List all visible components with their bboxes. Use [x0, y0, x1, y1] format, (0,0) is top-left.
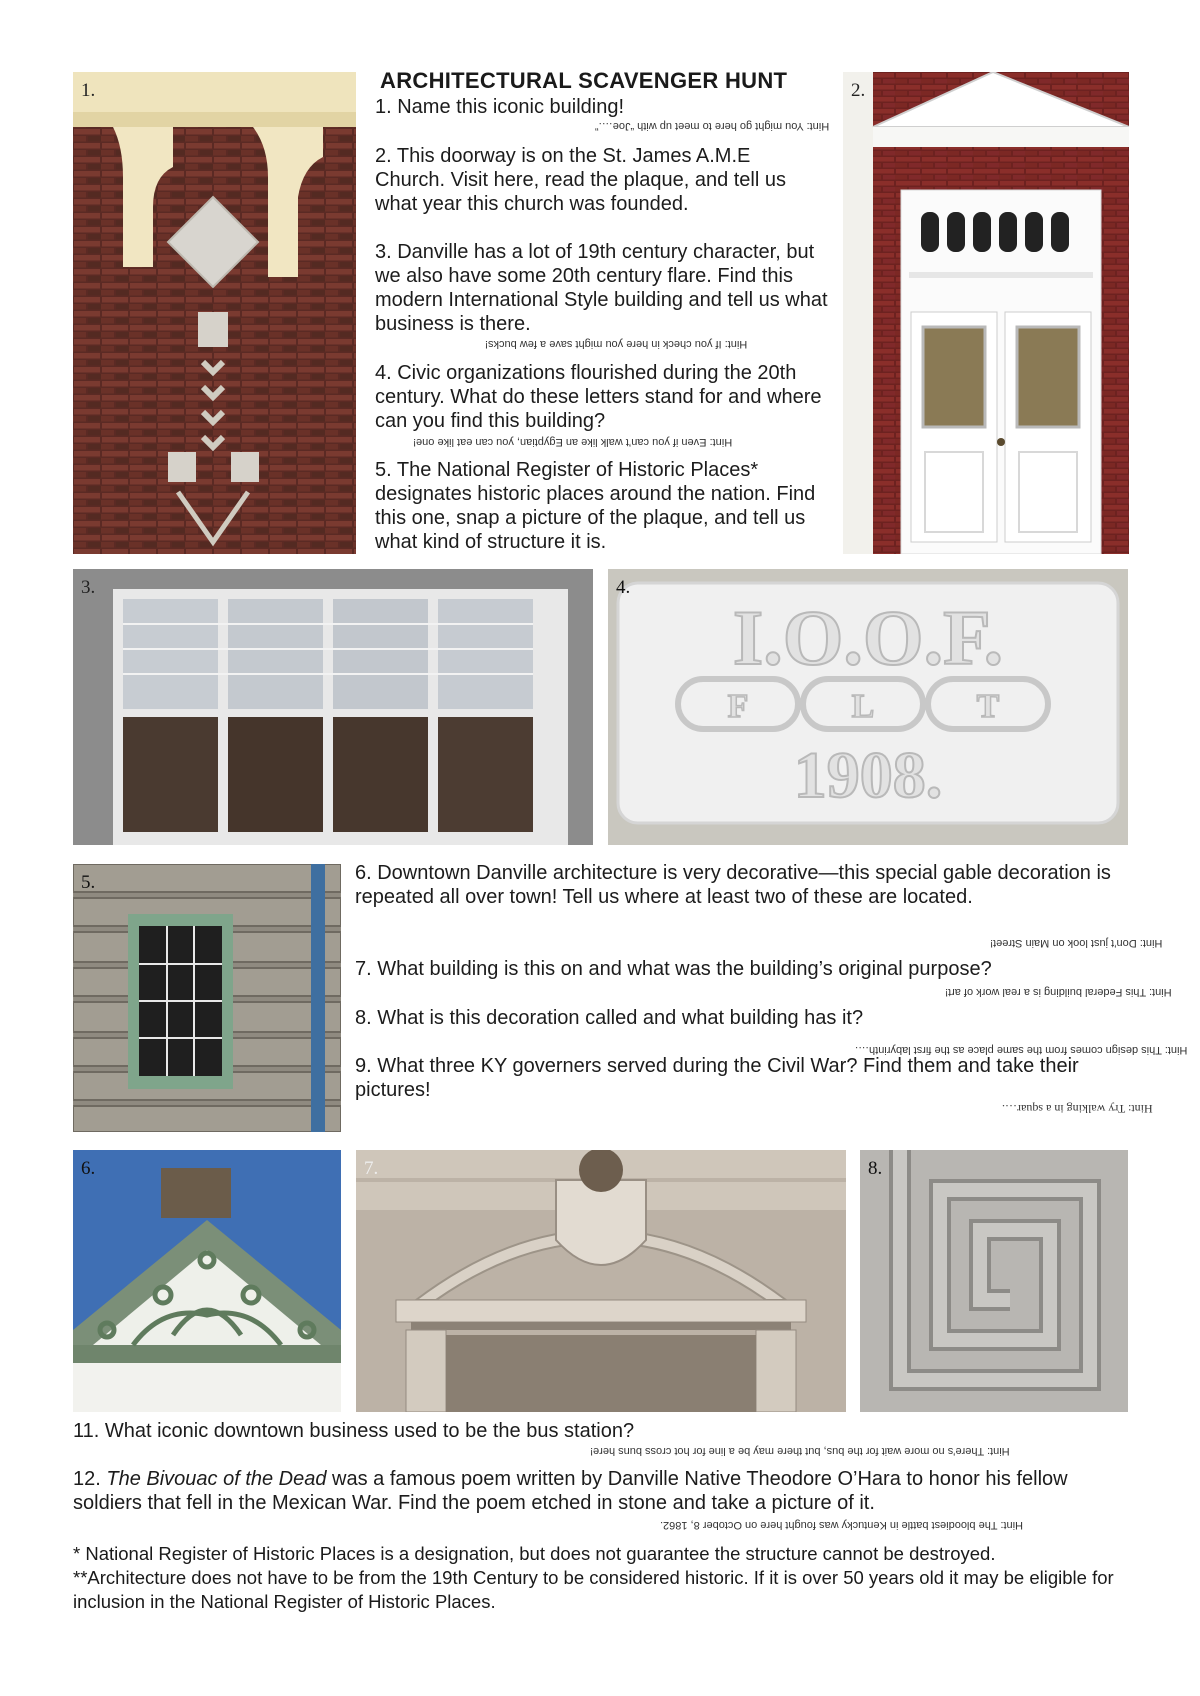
question-12-number: 12. [73, 1468, 107, 1490]
question-8: 8. What is this decoration called and what building has it? [355, 1007, 864, 1029]
question-9: 9. What three KY governers served during the Civil War? Find them and take their pictures! [355, 1055, 1079, 1101]
photo-1-brick-facade [73, 72, 356, 554]
page-title: ARCHITECTURAL SCAVENGER HUNT [380, 68, 788, 93]
hint-4: Hint: Even if you can’t walk like an Egyptian, you can eat like one! [413, 436, 733, 448]
photo-number: 5. [81, 872, 96, 893]
hint-9: Hint: Try walking in a squar…. [1002, 1102, 1153, 1116]
photo-number: 2. [851, 80, 866, 101]
question-5: 5. The National Register of Historic Places* designates historic places around the nation. Find this one, snap a picture of the plaque, and tell us what kind of structure it is. [375, 459, 816, 553]
hint-7: Hint: This Federal building is a real work of art! [945, 986, 1172, 998]
footnote-2: **Architecture does not have to be from the 19th Century to be considered historic. If it is over 50 years old it may be eligible for inclusion in the National Register of Historic Places. [73, 1567, 1114, 1612]
photo-number: 7. [364, 1158, 379, 1179]
question-11: 11. What iconic downtown business used to be the bus station? [73, 1420, 635, 1442]
question-2: 2. This doorway is on the St. James A.M.E Church. Visit here, read the plaque, and tell us what year this church was founded. [375, 145, 786, 215]
hint-3: Hint: If you check in here you might save a few bucks! [485, 338, 748, 350]
photo-7-federal-building-ornament [356, 1150, 846, 1412]
plaque-letter-l: L [851, 688, 875, 725]
photo-number: 6. [81, 1158, 96, 1179]
hint-12: Hint: The bloodiest battle in Kentucky was fought here on October 8, 1862. [660, 1519, 1024, 1531]
hint-11: Hint: There’s no more wait for the bus, but there may be a line for hot cross buns here! [590, 1445, 1010, 1457]
question-7: 7. What building is this on and what was the building’s original purpose? [355, 958, 992, 980]
photo-6-gable-decoration [73, 1150, 341, 1412]
question-6: 6. Downtown Danville architecture is very decorative—this special gable decoration is repeated all over town! Tell us where at least two of these are located. [355, 862, 1111, 908]
question-3: 3. Danville has a lot of 19th century character, but we also have some 20th century flare. Find this modern International Style building and tell us what business is there. [375, 241, 828, 335]
plaque-letter-t: T [976, 688, 1000, 725]
question-1: 1. Name this iconic building! [375, 96, 625, 118]
photo-number: 3. [81, 577, 96, 598]
plaque-year: 1908. [793, 739, 943, 812]
photo-number: 8. [868, 1158, 883, 1179]
photo-5-log-cabin-window [73, 864, 341, 1132]
plaque-line-1: I.O.O.F. [732, 594, 1004, 681]
hint-8: Hint: This design comes from the same place as the first labyrinth…. [855, 1044, 1188, 1056]
poem-title: The Bivouac of the Dead [106, 1468, 327, 1490]
hint-6: Hint: Don’t just look on Main Street! [990, 937, 1163, 949]
question-12-body: was a famous poem written by Danville Native Theodore O’Hara to honor his fellow soldiers that fell in the Mexican War. Find the poem etched in stone and take a picture of it. [73, 1468, 1068, 1514]
photo-number: 4. [616, 577, 631, 598]
plaque-letter-f: F [727, 688, 749, 725]
photo-2-church-doorway [843, 72, 1129, 554]
photo-3-modern-windows [73, 569, 593, 845]
question-4: 4. Civic organizations flourished during the 20th century. What do these letters stand for and where can you find this building? [375, 362, 822, 432]
question-12 [73, 1467, 1133, 1515]
hint-1: Hint: You might go here to meet up with “Joe….” [595, 120, 830, 132]
photo-4-ioof-plaque [608, 569, 1128, 845]
photo-number: 1. [81, 80, 96, 101]
photo-8-greek-key [860, 1150, 1128, 1412]
footnote-1: * National Register of Historic Places is a designation, but does not guarantee the structure cannot be destroyed. [73, 1543, 996, 1564]
